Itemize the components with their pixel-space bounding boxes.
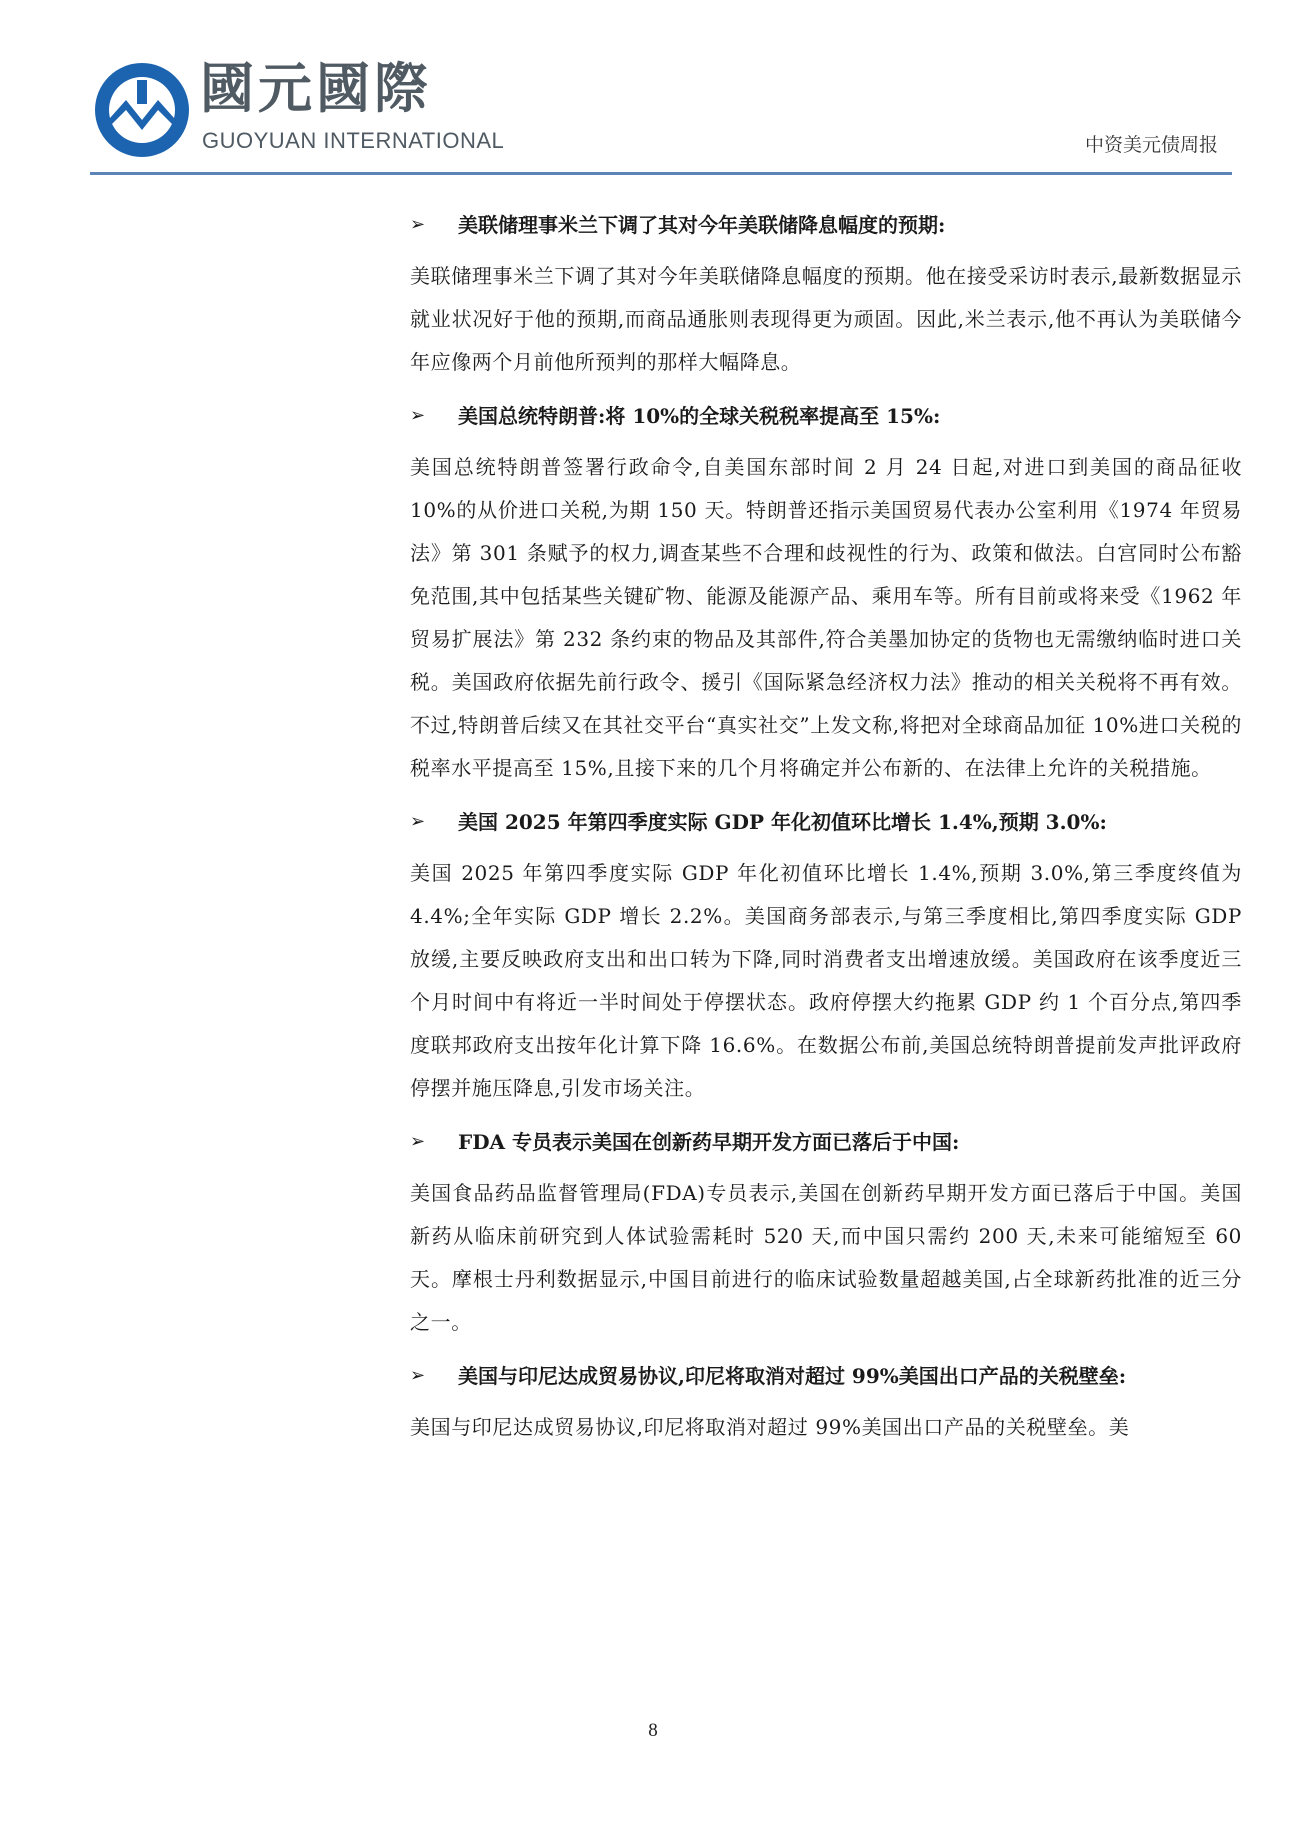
report-title: 中资美元债周报 [1084,134,1218,156]
report-body [410,205,1242,1461]
section-heading-text: FDA 专员表示美国在创新药早期开发方面已落后于中国: [458,1130,960,1154]
section-heading [410,396,1242,436]
section-paragraph: 美国食品药品监督管理局(FDA)专员表示,美国在创新药早期开发方面已落后于中国。美国新药从临床前研究到人体试验需耗时 520 天,而中国只需约 200 天,未来可能缩短至 60 天。摩根士丹利数据显示,中国目前进行的临床试验数量超越美国,占全球新药批准的近三分之一。 [410,1181,1242,1334]
section-paragraph: 美国与印尼达成贸易协议,印尼将取消对超过 99%美国出口产品的关税壁垒。美 [410,1415,1130,1439]
section-heading-text: 美国总统特朗普:将 10%的全球关税税率提高至 15%: [458,404,941,428]
section-paragraph: 美国 2025 年第四季度实际 GDP 年化初值环比增长 1.4%,预期 3.0%,第三季度终值为 4.4%;全年实际 GDP 增长 2.2%。美国商务部表示,与第三季度相比,第四季度实际 GDP 放缓,主要反映政府支出和出口转为下降,同时消费者支出增速放缓。美国政府在该季度近三个月时间中有将近一半时间处于停摆状态。政府停摆大约拖累 GDP 约 1 个百分点,第四季度联邦政府支出按年化计算下降 16.6%。在数据公布前,美国总统特朗普提前发声批评政府停摆并施压降息,引发市场关注。 [410,861,1242,1100]
section-heading-text: 美国 2025 年第四季度实际 GDP 年化初值环比增长 1.4%,预期 3.0%: [458,810,1107,834]
section-heading [410,205,1242,245]
page-header [0,0,1306,180]
news-section [410,802,1242,1110]
section-heading [410,1122,1242,1162]
news-section [410,205,1242,384]
news-section [410,1122,1242,1344]
arrow-bullet-icon: ➢ [410,811,426,832]
company-logo-english: GUOYUAN INTERNATIONAL [202,128,505,153]
header-divider [90,172,1232,175]
section-heading-text: 美国与印尼达成贸易协议,印尼将取消对超过 99%美国出口产品的关税壁垒: [458,1364,1127,1388]
company-logo-chinese: 國元國際 [200,57,432,120]
section-paragraph: 美联储理事米兰下调了其对今年美联储降息幅度的预期。他在接受采访时表示,最新数据显示就业状况好于他的预期,而商品通胀则表现得更为顽固。因此,米兰表示,他不再认为美联储今年应像两个月前他所预判的那样大幅降息。 [410,264,1242,374]
page-number: 8 [648,1720,658,1741]
arrow-bullet-icon: ➢ [410,1131,426,1152]
news-section [410,1356,1242,1449]
arrow-bullet-icon: ➢ [410,405,426,426]
arrow-bullet-icon: ➢ [410,214,426,235]
guoyuan-logo-icon [92,60,192,160]
news-section [410,396,1242,790]
section-heading [410,802,1242,842]
section-paragraph: 美国总统特朗普签署行政命令,自美国东部时间 2 月 24 日起,对进口到美国的商品征收 10%的从价进口关税,为期 150 天。特朗普还指示美国贸易代表办公室利用《1974 年贸易法》第 301 条赋予的权力,调查某些不合理和歧视性的行为、政策和做法。白宫同时公布豁免范围,其中包括某些关键矿物、能源及能源产品、乘用车等。所有目前或将来受《1962 年贸易扩展法》第 232 条约束的物品及其部件,符合美墨加协定的货物也无需缴纳临时进口关税。美国政府依据先前行政令、援引《国际紧急经济权力法》推动的相关关税将不再有效。不过,特朗普后续又在其社交平台“真实社交”上发文称,将把对全球商品加征 10%进口关税的税率水平提高至 15%,且接下来的几个月将确定并公布新的、在法律上允许的关税措施。 [410,455,1242,780]
section-heading [410,1356,1242,1396]
arrow-bullet-icon: ➢ [410,1365,426,1386]
section-heading-text: 美联储理事米兰下调了其对今年美联储降息幅度的预期: [458,213,946,237]
